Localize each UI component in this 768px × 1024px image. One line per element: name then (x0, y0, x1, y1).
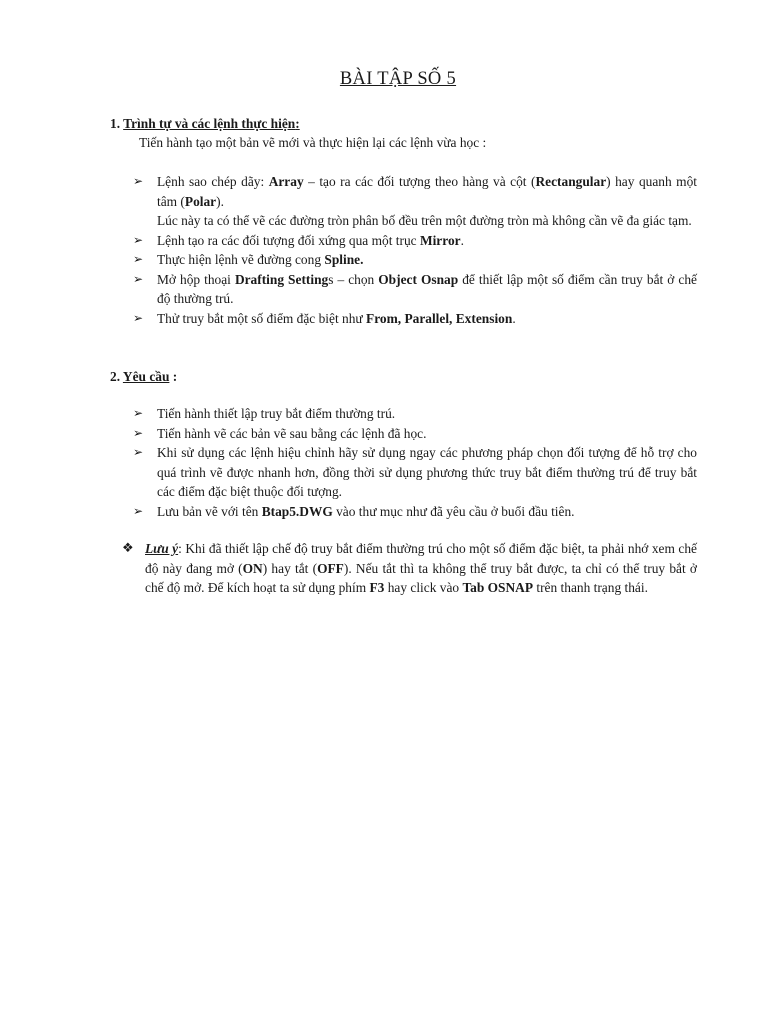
section-1-title: Trình tự và các lệnh thực hiện (123, 116, 296, 131)
list-item-text: Khi sử dụng các lệnh hiệu chỉnh hãy sử dụng ngay các phương pháp chọn đối tượng để hỗ trợ cho quá trình vẽ được nhanh hơn, đồng thời sử dụng phương thức truy bắt điểm thường trú để truy bắt các điểm đặc biệt thuộc đối tượng. (157, 445, 697, 499)
list-item-text: Tiến hành vẽ các bản vẽ sau bằng các lệnh đã học. (157, 425, 427, 441)
list-item (130, 502, 697, 522)
list-item-text: Tiến hành thiết lập truy bắt điểm thường trú. (157, 406, 396, 421)
list-item (130, 172, 697, 231)
section-1-intro: Tiến hành tạo một bản vẽ mới và thực hiện lại các lệnh vừa học : (139, 135, 487, 150)
section-2-list (130, 404, 697, 521)
section-1-number: 1. (110, 116, 121, 131)
list-item (130, 250, 697, 270)
arrowhead-bullet-icon: ➢ (133, 232, 144, 247)
section-2-colon: : (169, 369, 178, 384)
arrowhead-bullet-icon: ➢ (133, 271, 144, 286)
list-item-text: Lệnh tạo ra các đối tượng đối xứng qua một trục Mirror. (157, 232, 464, 248)
arrowhead-bullet-icon: ➢ (133, 445, 144, 459)
four-diamond-bullet-icon: ❖ (122, 541, 134, 556)
section-1-colon: : (295, 116, 300, 131)
list-item-text: Lệnh sao chép dãy: Array – tạo ra các đối tượng theo hàng và cột (Rectangular) hay quanh một tâm (Polar). (157, 174, 697, 209)
section-1-heading (110, 114, 300, 134)
section-1-list (130, 172, 697, 328)
arrowhead-bullet-icon: ➢ (133, 174, 144, 188)
section-2-heading (110, 367, 177, 387)
section-2-title: Yêu cầu (122, 369, 170, 384)
list-item (130, 231, 697, 251)
note-text: Lưu ý: Khi đã thiết lập chế độ truy bắt điểm thường trú cho một số điểm đặc biệt, ta phải nhớ xem chế độ này đang mở (ON) hay tắt (OFF). Nếu tắt thì ta không thể truy bắt được, ta chỉ có thể truy bắt ở chế độ mở. Để kích hoạt ta sử dụng phím F3 hay click vào Tab OSNAP trên thanh trạng thái. (145, 541, 697, 595)
list-item-text: Mở hộp thoại Drafting Settings – chọn Object Osnap để thiết lập một số điểm cần truy bắt ở chế độ thường trú. (157, 271, 697, 306)
list-item (130, 424, 697, 444)
list-item-text: Thử truy bắt một số điểm đặc biệt như From, Parallel, Extension. (157, 310, 516, 326)
list-item (130, 309, 697, 329)
arrowhead-bullet-icon: ➢ (133, 406, 144, 420)
arrowhead-bullet-icon: ➢ (133, 425, 144, 440)
list-item (130, 443, 697, 502)
note-label: Lưu ý (145, 541, 179, 556)
list-item-text: Lúc này ta có thể vẽ các đường tròn phân bố đều trên một đường tròn mà không cần vẽ đa giác tạm. (157, 213, 692, 228)
arrowhead-bullet-icon: ➢ (133, 252, 144, 266)
arrowhead-bullet-icon: ➢ (133, 503, 144, 518)
section-2-number: 2. (110, 369, 121, 384)
page-title: BÀI TẬP SỐ 5 (339, 69, 457, 89)
list-item (130, 270, 697, 309)
list-item-text: Thực hiện lệnh vẽ đường cong Spline. (157, 252, 364, 267)
note-block (122, 539, 697, 598)
list-item (130, 404, 697, 424)
arrowhead-bullet-icon: ➢ (133, 310, 144, 325)
list-item-text: Lưu bản vẽ với tên Btap5.DWG vào thư mục như đã yêu cầu ở buổi đầu tiên. (157, 503, 575, 519)
